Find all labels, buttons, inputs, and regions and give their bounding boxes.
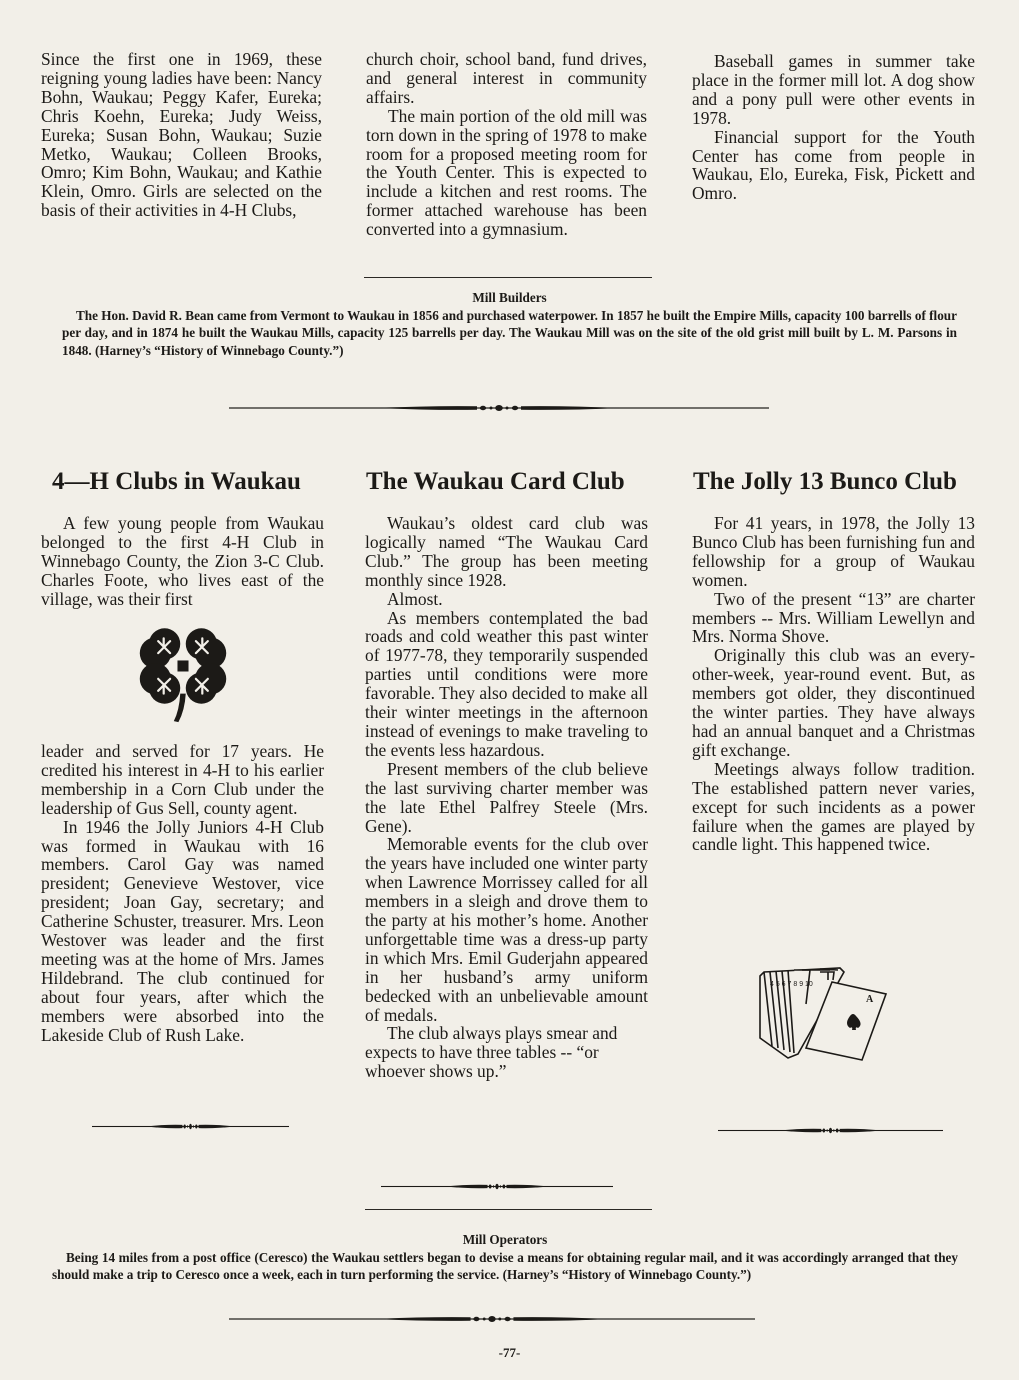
playing-cards-icon <box>758 964 890 1064</box>
column-card-club <box>365 514 648 1081</box>
paragraph: Two of the present “13” are charter members -- Mrs. William Lewellyn and Mrs. Norma Shove. <box>692 588 975 647</box>
svg-text:A: A <box>866 994 874 1005</box>
mill-builders-caption <box>62 289 957 359</box>
mill-operators-caption <box>52 1231 958 1284</box>
paragraph: Memorable events for the club over the years have included one winter party when Lawrence Morrissey called for all members in a sleigh and drove them to the party at his mother’s home. Another unforgettable time was a dress-up party in which Mrs. Emil Guderjahn appeared in her husband’s army uniform bedecked with an unbelievable amount of medals. <box>365 834 648 1025</box>
decorative-rule-icon <box>381 1182 613 1191</box>
paragraph: Meetings always follow tradition. The established pattern never varies, except for such incidents as a power failure when the games are played by candle light. This happened twice. <box>692 758 975 855</box>
section-heading-bunco-club: The Jolly 13 Bunco Club <box>693 468 957 495</box>
paragraph: Since the first one in 1969, these reigning young ladies have been: Nancy Bohn, Waukau; Peggy Kafer, Eureka; Chris Koehn, Eureka; Judy Weiss, Eureka; Susan Bohn, Waukau; Suzie Metko, Waukau; Colleen Brooks, Omro; Kim Bohn, Waukau; and Kathie Klein, Omro. Girls are selected on the basis of their activities in 4-H Clubs, <box>41 49 322 221</box>
paragraph: Financial support for the Youth Center has come from people in Waukau, Elo, Eureka, Fisk, Pickett and Omro. <box>692 126 975 204</box>
paragraph: A few young people from Waukau belonged to the first 4-H Club in Winnebago County, the Zion 3-C Club. Charles Foote, who lives east of the village, was their first <box>41 513 324 609</box>
top-column-2 <box>366 50 647 239</box>
section-heading-4h: 4—H Clubs in Waukau <box>52 468 301 495</box>
top-column-3 <box>692 52 975 203</box>
caption-divider <box>364 277 652 278</box>
column-4h-bottom <box>41 742 324 1045</box>
paragraph: The club always plays smear and expects to have three tables -- “or whoever shows up.” <box>365 1023 618 1082</box>
section-heading-card-club: The Waukau Card Club <box>366 468 625 495</box>
paragraph: In 1946 the Jolly Juniors 4-H Club was formed in Waukau with 16 members. Carol Gay was named president; Genevieve Westover, vice president; Joan Gay, secretary; and Catherine Schuster, treasurer. Mrs. Leon Westover was leader and the first meeting was at the home of Mrs. James Hildebrand. The club continued for about four years, after which the members were absorbed into the Lakeside Club of Rush Lake. <box>41 816 324 1045</box>
paragraph: For 41 years, in 1978, the Jolly 13 Bunco Club has been furnishing fun and fellowship for a group of Waukau women. <box>692 513 975 590</box>
decorative-rule-icon <box>229 1314 755 1324</box>
4h-clover-emblem-icon <box>137 620 229 723</box>
svg-text:4 5 6 7 8 9 10: 4 5 6 7 8 9 10 <box>770 981 813 988</box>
decorative-rule-icon <box>229 403 769 413</box>
paragraph: Waukau’s oldest card club was logically named “The Waukau Card Club.” The group has been meeting monthly since 1928. <box>365 513 648 590</box>
paragraph: Originally this club was an every-other-week, year-round event. But, as members got older, they discontinued the winter parties. They have always had an annual banquet and a Christmas gift exchange. <box>692 645 975 760</box>
caption-text: Being 14 miles from a post office (Ceresco) the Waukau settlers began to devise a means for obtaining regular mail, and it was accordingly arranged that they should make a trip to Ceresco once a week, each in turn performing the service. (Harney’s “History of Winnebago County.”) <box>52 1249 958 1282</box>
column-4h-top <box>41 514 324 609</box>
page-number: -77- <box>498 1345 521 1360</box>
paragraph: Present members of the club believe the last surviving charter member was the late Ethel Palfrey Steele (Mrs. Gene). <box>365 758 648 836</box>
paragraph: Almost. <box>387 588 443 609</box>
paragraph: Baseball games in summer take place in the former mill lot. A dog show and a pony pull were other events in 1978. <box>692 51 975 128</box>
decorative-rule-icon <box>92 1122 289 1131</box>
column-bunco-club <box>692 514 975 854</box>
caption-title: Mill Builders <box>472 290 547 305</box>
caption-text: The Hon. David R. Bean came from Vermont to Waukau in 1856 and purchased waterpower. In 1857 he built the Empire Mills, capacity 100 barrells of flour per day, and in 1874 he built the Waukau Mills, capacity 125 barrells per day. The Waukau Mill was on the site of the old grist mill built by L. M. Parsons in 1848. (Harney’s “History of Winnebago County.”) <box>62 307 957 358</box>
paragraph: As members contemplated the bad roads and cold weather this past winter of 1977-78, they temporarily suspended parties until conditions were more favorable. They also decided to make all their winter meetings in the afternoon instead of evenings to make traveling to the events less hazardous. <box>365 607 648 760</box>
paragraph: church choir, school band, fund drives, and general interest in community affairs. <box>366 49 647 107</box>
top-column-1 <box>41 50 322 220</box>
caption-title: Mill Operators <box>462 1232 548 1247</box>
paragraph: leader and served for 17 years. He credited his interest in 4-H to his earlier membership in a Corn Club under the leadership of Gus Sell, county agent. <box>41 741 324 818</box>
paragraph: The main portion of the old mill was torn down in the spring of 1978 to make room for a proposed meeting room for the Youth Center. This is expected to include a kitchen and rest rooms. The former attached warehouse has been converted into a gymnasium. <box>366 105 647 240</box>
caption-divider <box>365 1209 652 1210</box>
decorative-rule-icon <box>718 1126 943 1135</box>
